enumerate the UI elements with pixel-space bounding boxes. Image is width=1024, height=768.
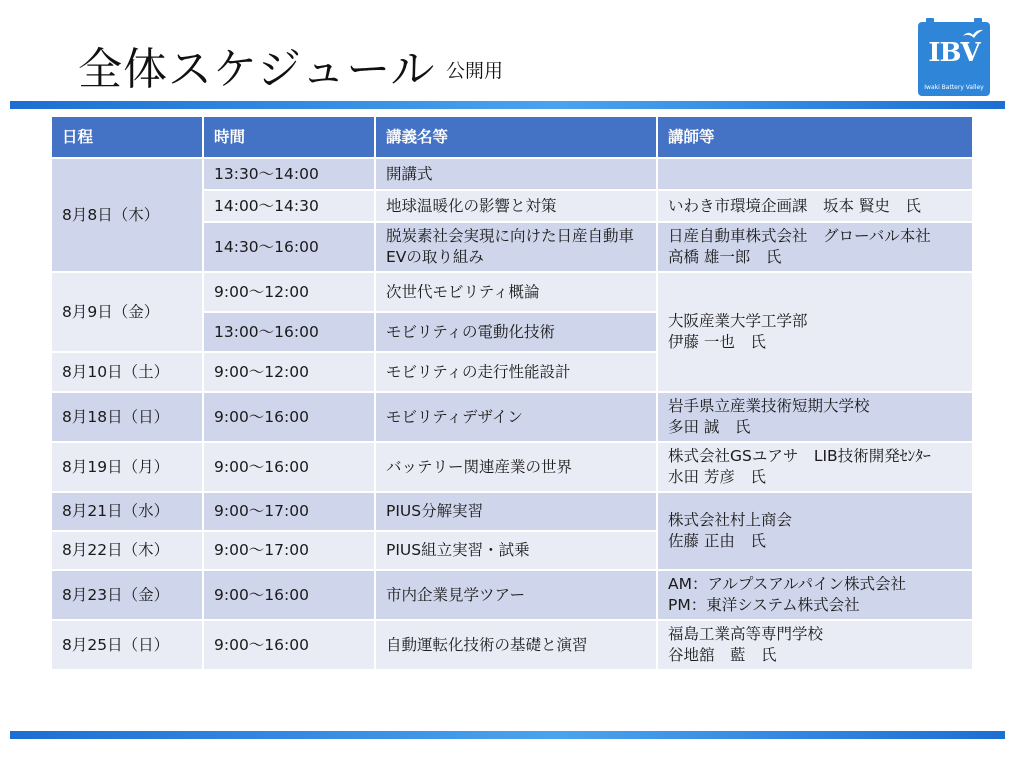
lecture-cell: 開講式 [376, 159, 656, 189]
logo-caption: Iwaki Battery Valley [924, 84, 984, 91]
date-cell: 8月10日（土） [52, 353, 202, 391]
instructor-cell [658, 223, 972, 271]
header-rule [10, 101, 1005, 109]
schedule-table [50, 115, 974, 671]
logo-text: IBV [928, 38, 980, 68]
lecture-cell: 脱炭素社会実現に向けた日産自動車 EVの取り組み [376, 223, 656, 271]
lecture-cell: バッテリー関連産業の世界 [376, 443, 656, 491]
lecture-cell: モビリティの走行性能設計 [376, 353, 656, 391]
header-instructor: 講師等 [658, 117, 972, 157]
lecture-cell: 次世代モビリティ概論 [376, 273, 656, 311]
instructor-cell [658, 273, 972, 391]
lecture-cell: 市内企業見学ツアー [376, 571, 656, 619]
instructor-line: 水田 芳彦 氏 [668, 468, 766, 486]
time-cell: 9:00～17:00 [204, 493, 374, 530]
page-subtitle: 公開用 [446, 60, 504, 82]
header-time: 時間 [204, 117, 374, 157]
instructor-line: 日産自動車株式会社 グローバル本社 [668, 227, 931, 245]
ibv-logo [918, 22, 990, 96]
table-row [52, 273, 972, 311]
instructor-cell [658, 493, 972, 569]
time-cell: 9:00～12:00 [204, 353, 374, 391]
instructor-line: 佐藤 正由 氏 [668, 532, 766, 550]
header-date: 日程 [52, 117, 202, 157]
table-row [52, 571, 972, 619]
header-lecture: 講義名等 [376, 117, 656, 157]
time-cell: 13:30～14:00 [204, 159, 374, 189]
time-cell: 13:00～16:00 [204, 313, 374, 351]
date-cell: 8月8日（木） [52, 159, 202, 271]
table-row [52, 393, 972, 441]
lecture-cell: モビリティデザイン [376, 393, 656, 441]
lecture-cell: モビリティの電動化技術 [376, 313, 656, 351]
date-cell: 8月21日（水） [52, 493, 202, 530]
instructor-cell [658, 159, 972, 189]
instructor-line: 多田 誠 氏 [668, 418, 751, 436]
date-cell: 8月22日（木） [52, 532, 202, 569]
table-row [52, 159, 972, 189]
time-cell: 9:00～16:00 [204, 393, 374, 441]
time-cell: 9:00～16:00 [204, 621, 374, 669]
instructor-line: 高橋 雄一郎 氏 [668, 248, 782, 266]
table-header-row [52, 117, 972, 157]
logo-tab-left [926, 18, 934, 23]
instructor-line: AM：アルプスアルパイン株式会社 [668, 575, 907, 593]
time-cell: 14:00～14:30 [204, 191, 374, 221]
footer-rule [10, 731, 1005, 739]
date-cell: 8月25日（日） [52, 621, 202, 669]
time-cell: 9:00～16:00 [204, 443, 374, 491]
instructor-cell [658, 443, 972, 491]
lecture-cell: 自動運転化技術の基礎と演習 [376, 621, 656, 669]
instructor-line: 伊藤 一也 氏 [668, 333, 766, 351]
time-cell: 9:00～12:00 [204, 273, 374, 311]
lecture-cell: PIUS分解実習 [376, 493, 656, 530]
table-row [52, 443, 972, 491]
instructor-line: 株式会社村上商会 [668, 511, 793, 529]
lecture-cell: PIUS組立実習・試乗 [376, 532, 656, 569]
instructor-cell: いわき市環境企画課 坂本 賢史 氏 [658, 191, 972, 221]
instructor-line: 岩手県立産業技術短期大学校 [668, 397, 870, 415]
instructor-line: 株式会社GSユアサ LIB技術開発ｾﾝﾀｰ [668, 447, 931, 465]
instructor-line: 谷地舘 藍 氏 [668, 646, 777, 664]
page-title: 全体スケジュール [78, 44, 436, 95]
time-cell: 9:00～16:00 [204, 571, 374, 619]
date-cell: 8月23日（金） [52, 571, 202, 619]
time-cell: 9:00～17:00 [204, 532, 374, 569]
logo-tab-right [974, 18, 982, 23]
date-cell: 8月9日（金） [52, 273, 202, 351]
table-row [52, 621, 972, 669]
date-cell: 8月18日（日） [52, 393, 202, 441]
instructor-cell [658, 571, 972, 619]
instructor-line: PM：東洋システム株式会社 [668, 596, 860, 614]
instructor-cell [658, 621, 972, 669]
instructor-line: 福島工業高等専門学校 [668, 625, 824, 643]
instructor-cell [658, 393, 972, 441]
instructor-line: 大阪産業大学工学部 [668, 312, 808, 330]
time-cell: 14:30～16:00 [204, 223, 374, 271]
lecture-cell: 地球温暖化の影響と対策 [376, 191, 656, 221]
table-row [52, 493, 972, 530]
date-cell: 8月19日（月） [52, 443, 202, 491]
